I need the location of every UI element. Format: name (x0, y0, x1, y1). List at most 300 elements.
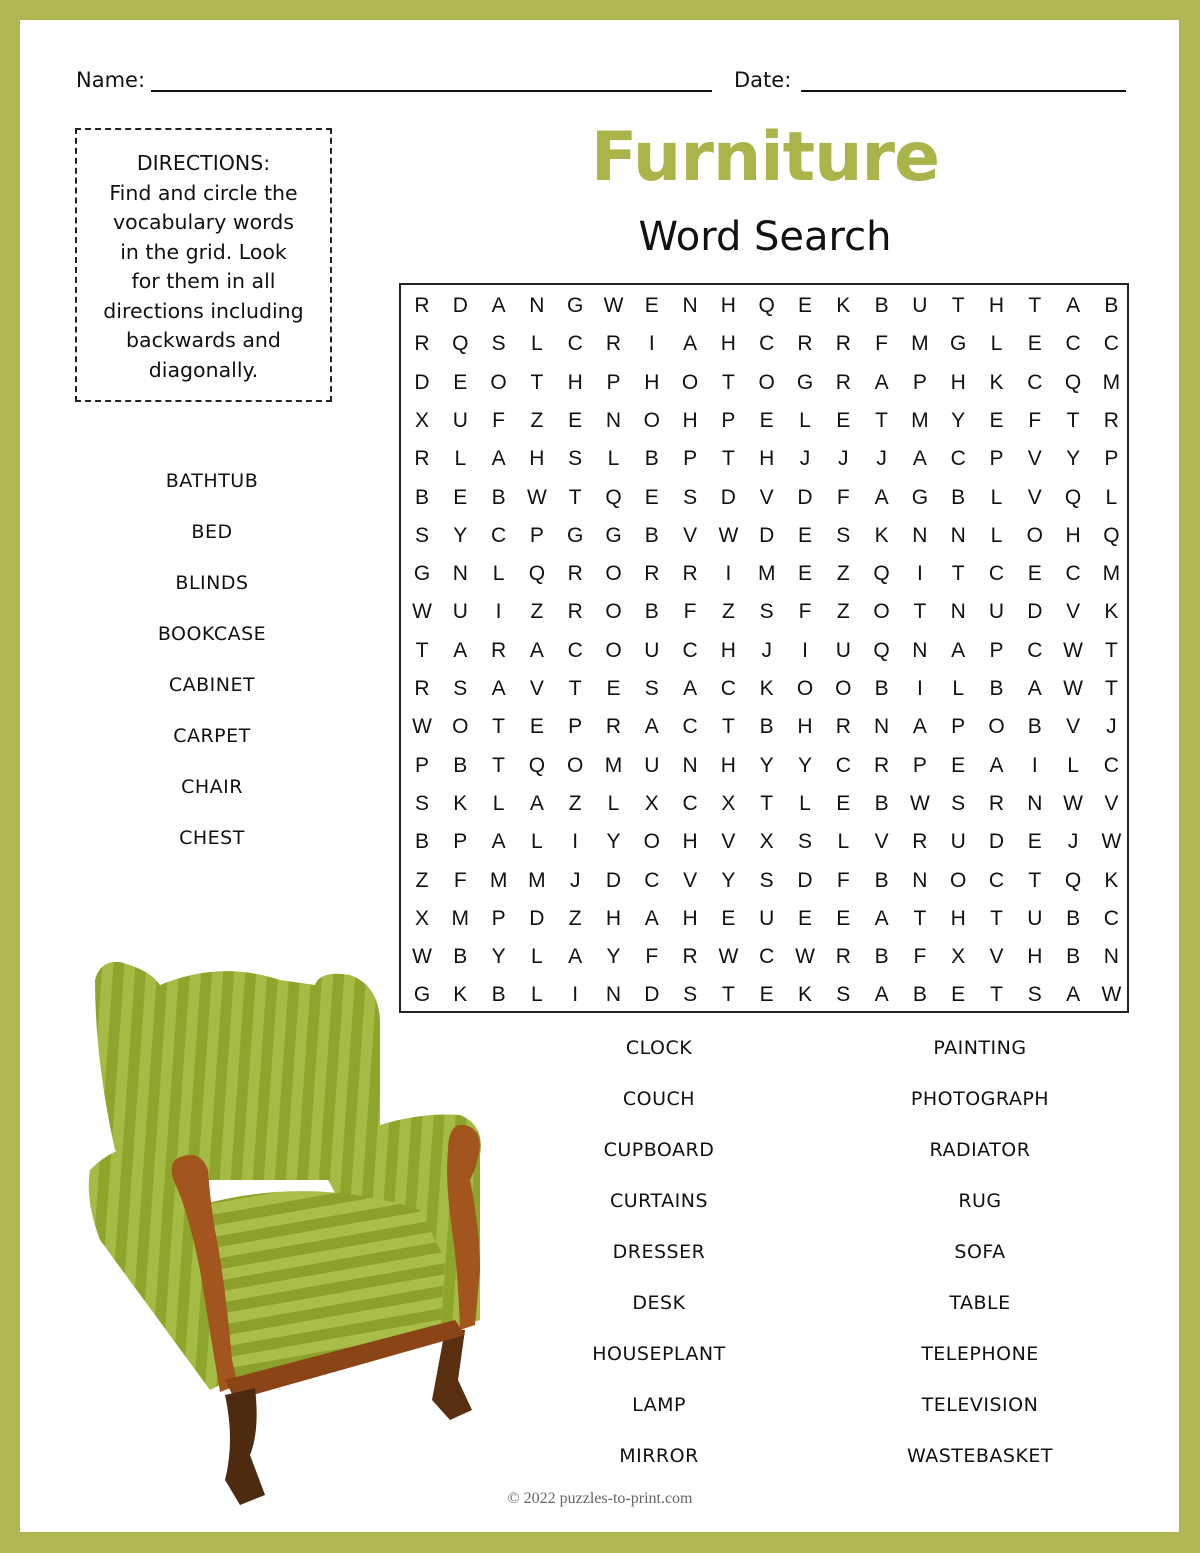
grid-cell[interactable]: H (950, 370, 966, 394)
grid-cell[interactable]: W (1063, 677, 1083, 700)
grid-cell[interactable]: P (568, 715, 583, 739)
grid-cell[interactable]: S (759, 868, 774, 892)
grid-cell[interactable]: A (1027, 677, 1042, 700)
grid-cell[interactable]: T (951, 294, 965, 317)
grid-cell[interactable]: Z (415, 868, 429, 892)
grid-cell[interactable]: O (605, 600, 622, 624)
grid-cell[interactable]: O (567, 753, 584, 777)
grid-cell[interactable]: V (1027, 485, 1042, 509)
grid-cell[interactable]: S (414, 791, 429, 815)
grid-cell[interactable]: F (836, 868, 850, 892)
grid-cell[interactable]: O (605, 562, 622, 586)
grid-cell[interactable]: L (531, 983, 543, 1007)
grid-cell[interactable]: Q (758, 294, 775, 317)
grid-cell[interactable]: B (644, 600, 659, 624)
grid-cell[interactable]: Y (721, 868, 736, 892)
grid-cell[interactable]: O (490, 370, 507, 394)
grid-cell[interactable]: K (453, 791, 468, 815)
grid-cell[interactable]: J (838, 447, 849, 471)
grid-cell[interactable]: S (836, 983, 851, 1007)
grid-cell[interactable]: E (606, 677, 621, 700)
grid-cell[interactable]: C (682, 715, 698, 739)
grid-cell[interactable]: I (495, 600, 502, 624)
grid-cell[interactable]: F (836, 485, 850, 509)
grid-cell[interactable]: R (912, 830, 928, 854)
grid-cell[interactable]: H (605, 906, 622, 930)
grid-cell[interactable]: R (605, 715, 622, 739)
grid-cell[interactable]: N (950, 523, 966, 547)
grid-cell[interactable]: O (643, 830, 660, 854)
grid-cell[interactable]: R (491, 638, 507, 662)
grid-cell[interactable]: T (721, 983, 735, 1007)
grid-cell[interactable]: L (607, 791, 620, 815)
grid-cell[interactable]: C (644, 868, 660, 892)
grid-cell[interactable]: R (835, 370, 851, 394)
grid-cell[interactable]: T (1028, 294, 1042, 317)
grid-cell[interactable]: Y (606, 830, 621, 854)
grid-cell[interactable]: V (1066, 600, 1081, 624)
grid-cell[interactable]: H (950, 906, 966, 930)
grid-cell[interactable]: W (1101, 830, 1122, 854)
grid-cell[interactable]: O (950, 868, 967, 892)
grid-cell[interactable]: Q (605, 485, 622, 509)
grid-cell[interactable]: E (836, 408, 851, 432)
grid-cell[interactable]: W (718, 523, 739, 547)
grid-cell[interactable]: C (1103, 753, 1119, 777)
grid-cell[interactable]: O (873, 600, 890, 624)
grid-cell[interactable]: Q (528, 753, 546, 777)
grid-cell[interactable]: N (874, 715, 890, 739)
grid-cell[interactable]: T (760, 791, 774, 815)
grid-cell[interactable]: J (799, 447, 811, 471)
grid-cell[interactable]: U (452, 408, 468, 432)
grid-cell[interactable]: E (951, 983, 966, 1007)
grid-cell[interactable]: E (797, 906, 812, 930)
grid-cell[interactable]: H (682, 408, 698, 432)
grid-cell[interactable]: E (721, 906, 736, 930)
grid-cell[interactable]: T (721, 715, 735, 739)
grid-cell[interactable]: C (1027, 638, 1043, 662)
grid-cell[interactable]: L (531, 830, 543, 854)
grid-cell[interactable]: L (990, 485, 1003, 509)
grid-cell[interactable]: O (452, 715, 469, 739)
grid-cell[interactable]: E (644, 485, 659, 509)
grid-cell[interactable]: N (912, 868, 928, 892)
grid-cell[interactable]: K (989, 370, 1004, 394)
grid-cell[interactable]: L (531, 945, 543, 969)
grid-cell[interactable]: H (567, 370, 583, 394)
grid-cell[interactable]: U (644, 753, 660, 777)
grid-cell[interactable]: N (950, 600, 966, 624)
grid-cell[interactable]: H (988, 294, 1005, 317)
grid-cell[interactable]: U (912, 294, 928, 317)
grid-cell[interactable]: O (796, 677, 814, 700)
grid-cell[interactable]: L (492, 791, 505, 815)
grid-cell[interactable]: K (1104, 868, 1119, 892)
grid-cell[interactable]: E (951, 753, 966, 777)
grid-cell[interactable]: B (1066, 945, 1081, 969)
grid-cell[interactable]: B (874, 294, 889, 317)
grid-cell[interactable]: Y (453, 523, 468, 547)
grid-cell[interactable]: R (835, 332, 851, 356)
grid-cell[interactable]: R (414, 447, 430, 471)
grid-cell[interactable]: N (682, 753, 698, 777)
grid-cell[interactable]: A (989, 753, 1004, 777)
grid-cell[interactable]: A (874, 485, 889, 509)
grid-cell[interactable]: M (1102, 562, 1121, 586)
grid-cell[interactable]: W (1063, 638, 1083, 662)
grid-cell[interactable]: O (605, 638, 622, 662)
grid-cell[interactable]: Z (568, 791, 582, 815)
grid-cell[interactable]: R (644, 562, 660, 586)
grid-cell[interactable]: U (835, 638, 851, 662)
grid-cell[interactable]: X (951, 945, 966, 969)
grid-cell[interactable]: G (950, 332, 967, 356)
grid-cell[interactable]: S (759, 600, 774, 624)
grid-cell[interactable]: B (874, 791, 889, 815)
grid-cell[interactable]: A (1066, 294, 1081, 317)
grid-cell[interactable]: T (568, 677, 582, 700)
grid-cell[interactable]: Z (721, 600, 735, 624)
grid-cell[interactable]: P (414, 753, 429, 777)
grid-cell[interactable]: A (912, 447, 927, 471)
grid-cell[interactable]: F (1028, 408, 1042, 432)
grid-cell[interactable]: C (1065, 332, 1081, 356)
grid-cell[interactable]: T (990, 983, 1003, 1007)
grid-cell[interactable]: G (413, 562, 431, 586)
grid-cell[interactable]: I (802, 638, 808, 662)
grid-cell[interactable]: E (797, 523, 812, 547)
grid-cell[interactable]: U (1027, 906, 1043, 930)
grid-cell[interactable]: T (492, 715, 505, 739)
grid-cell[interactable]: A (874, 370, 889, 394)
grid-cell[interactable]: H (720, 294, 736, 317)
grid-cell[interactable]: A (644, 715, 659, 739)
grid-cell[interactable]: E (836, 906, 851, 930)
grid-cell[interactable]: M (757, 562, 776, 586)
grid-cell[interactable]: X (644, 791, 659, 815)
grid-cell[interactable]: R (682, 562, 698, 586)
grid-cell[interactable]: P (606, 370, 621, 394)
grid-cell[interactable]: B (951, 485, 966, 509)
grid-cell[interactable]: C (1103, 906, 1119, 930)
grid-cell[interactable]: J (761, 638, 772, 662)
grid-cell[interactable]: G (567, 523, 584, 547)
grid-cell[interactable]: B (1066, 906, 1081, 930)
grid-cell[interactable]: G (796, 370, 814, 394)
grid-cell[interactable]: A (683, 332, 698, 356)
grid-cell[interactable]: R (567, 562, 583, 586)
grid-cell[interactable]: E (568, 408, 583, 432)
grid-cell[interactable]: C (567, 638, 583, 662)
grid-cell[interactable]: Y (797, 753, 812, 777)
grid-cell[interactable]: T (990, 906, 1003, 930)
grid-cell[interactable]: A (453, 638, 468, 662)
grid-cell[interactable]: V (1027, 447, 1042, 471)
grid-cell[interactable]: E (453, 485, 468, 509)
grid-cell[interactable]: C (988, 562, 1005, 586)
grid-cell[interactable]: Q (1064, 868, 1082, 892)
grid-cell[interactable]: C (835, 753, 851, 777)
grid-cell[interactable]: Y (951, 408, 966, 432)
name-field[interactable] (151, 90, 712, 92)
grid-cell[interactable]: E (1027, 562, 1042, 586)
grid-cell[interactable]: P (529, 523, 544, 547)
grid-cell[interactable]: R (835, 715, 851, 739)
grid-cell[interactable]: N (452, 562, 468, 586)
grid-cell[interactable]: T (1066, 408, 1080, 432)
grid-cell[interactable]: V (1104, 791, 1119, 815)
grid-cell[interactable]: D (452, 294, 468, 317)
grid-cell[interactable]: M (1102, 370, 1121, 394)
grid-cell[interactable]: E (453, 370, 468, 394)
grid-cell[interactable]: C (682, 791, 698, 815)
grid-cell[interactable]: S (644, 677, 659, 700)
grid-cell[interactable]: C (1027, 370, 1043, 394)
grid-cell[interactable]: M (489, 868, 508, 892)
grid-cell[interactable]: I (1031, 753, 1038, 777)
grid-cell[interactable]: L (1067, 753, 1079, 777)
grid-cell[interactable]: N (1027, 791, 1043, 815)
grid-cell[interactable]: T (951, 562, 965, 586)
grid-cell[interactable]: T (913, 906, 927, 930)
grid-cell[interactable]: T (721, 447, 735, 471)
grid-cell[interactable]: L (799, 791, 811, 815)
grid-cell[interactable]: D (759, 523, 775, 547)
grid-cell[interactable]: P (989, 638, 1004, 662)
grid-cell[interactable]: A (491, 677, 506, 700)
grid-cell[interactable]: N (605, 408, 622, 432)
grid-cell[interactable]: V (721, 830, 736, 854)
grid-cell[interactable]: B (874, 677, 889, 700)
grid-cell[interactable]: L (990, 523, 1003, 547)
grid-cell[interactable]: T (875, 408, 888, 432)
grid-cell[interactable]: P (453, 830, 468, 854)
grid-cell[interactable]: D (644, 983, 660, 1007)
grid-cell[interactable]: M (528, 868, 546, 892)
grid-cell[interactable]: O (758, 370, 775, 394)
grid-cell[interactable]: R (1103, 408, 1119, 432)
grid-cell[interactable]: B (912, 983, 927, 1007)
grid-cell[interactable]: R (797, 332, 813, 356)
grid-cell[interactable]: H (1027, 945, 1043, 969)
grid-cell[interactable]: D (529, 906, 545, 930)
grid-cell[interactable]: V (529, 677, 544, 700)
grid-cell[interactable]: E (836, 791, 851, 815)
grid-cell[interactable]: V (683, 523, 698, 547)
grid-cell[interactable]: V (683, 868, 698, 892)
grid-cell[interactable]: W (795, 945, 815, 969)
grid-cell[interactable]: C (682, 638, 698, 662)
grid-cell[interactable]: M (451, 906, 470, 930)
grid-cell[interactable]: L (607, 447, 620, 471)
grid-cell[interactable]: B (491, 485, 506, 509)
grid-cell[interactable]: F (492, 408, 505, 432)
grid-cell[interactable]: J (1067, 830, 1079, 854)
grid-cell[interactable]: W (412, 945, 432, 969)
grid-cell[interactable]: T (568, 485, 582, 509)
grid-cell[interactable]: H (682, 830, 698, 854)
grid-cell[interactable]: I (725, 562, 732, 586)
grid-cell[interactable]: L (990, 332, 1003, 356)
grid-cell[interactable]: B (453, 945, 468, 969)
grid-cell[interactable]: U (759, 906, 775, 930)
grid-cell[interactable]: H (720, 753, 736, 777)
grid-cell[interactable]: I (572, 830, 579, 854)
grid-cell[interactable]: B (759, 715, 774, 739)
grid-cell[interactable]: B (1027, 715, 1042, 739)
grid-cell[interactable]: S (1027, 983, 1042, 1007)
grid-cell[interactable]: V (989, 945, 1004, 969)
grid-cell[interactable]: R (414, 294, 430, 317)
grid-cell[interactable]: V (874, 830, 889, 854)
grid-cell[interactable]: E (529, 715, 544, 739)
word-search-grid[interactable] (399, 283, 1129, 1013)
grid-cell[interactable]: N (1103, 945, 1119, 969)
grid-cell[interactable]: X (721, 791, 736, 815)
grid-cell[interactable]: Y (1066, 447, 1081, 471)
grid-cell[interactable]: G (911, 485, 929, 509)
grid-cell[interactable]: U (644, 638, 660, 662)
grid-cell[interactable]: S (683, 485, 698, 509)
grid-cell[interactable]: S (453, 677, 468, 700)
grid-cell[interactable]: A (644, 906, 659, 930)
grid-cell[interactable]: W (1101, 983, 1122, 1007)
grid-cell[interactable]: B (414, 830, 429, 854)
grid-cell[interactable]: D (414, 370, 430, 394)
grid-cell[interactable]: T (1028, 868, 1042, 892)
grid-cell[interactable]: E (797, 562, 812, 586)
grid-cell[interactable]: C (759, 332, 775, 356)
grid-cell[interactable]: Z (836, 600, 850, 624)
grid-cell[interactable]: W (412, 715, 432, 739)
grid-cell[interactable]: M (911, 332, 929, 356)
grid-cell[interactable]: Q (873, 638, 890, 662)
grid-cell[interactable]: Q (873, 562, 890, 586)
grid-cell[interactable]: F (913, 945, 927, 969)
grid-cell[interactable]: H (720, 638, 736, 662)
grid-cell[interactable]: D (797, 485, 813, 509)
grid-cell[interactable]: O (988, 715, 1005, 739)
grid-cell[interactable]: D (720, 485, 736, 509)
grid-cell[interactable]: C (1065, 562, 1081, 586)
grid-cell[interactable]: T (1104, 638, 1118, 662)
grid-cell[interactable]: R (874, 753, 890, 777)
grid-cell[interactable]: B (874, 868, 889, 892)
grid-cell[interactable]: U (452, 600, 468, 624)
grid-cell[interactable]: N (682, 294, 698, 317)
grid-cell[interactable]: C (759, 945, 775, 969)
grid-cell[interactable]: W (909, 791, 930, 815)
grid-cell[interactable]: S (491, 332, 506, 356)
grid-cell[interactable]: G (605, 523, 622, 547)
grid-cell[interactable]: P (491, 906, 506, 930)
grid-cell[interactable]: J (1106, 715, 1117, 739)
grid-cell[interactable]: B (453, 753, 468, 777)
grid-cell[interactable]: R (567, 600, 583, 624)
grid-cell[interactable]: W (1063, 791, 1083, 815)
grid-cell[interactable]: P (989, 447, 1004, 471)
grid-cell[interactable]: A (874, 906, 889, 930)
grid-cell[interactable]: W (603, 294, 624, 317)
grid-cell[interactable]: A (683, 677, 698, 700)
grid-cell[interactable]: B (874, 945, 889, 969)
grid-cell[interactable]: K (874, 523, 889, 547)
grid-cell[interactable]: D (1027, 600, 1043, 624)
grid-cell[interactable]: B (1104, 294, 1119, 317)
grid-cell[interactable]: Y (759, 753, 774, 777)
grid-cell[interactable]: A (951, 638, 966, 662)
grid-cell[interactable]: T (913, 600, 927, 624)
grid-cell[interactable]: U (950, 830, 966, 854)
grid-cell[interactable]: R (414, 332, 430, 356)
grid-cell[interactable]: A (874, 983, 889, 1007)
grid-cell[interactable]: L (1105, 485, 1118, 509)
grid-cell[interactable]: L (799, 408, 811, 432)
grid-cell[interactable]: U (988, 600, 1005, 624)
grid-cell[interactable]: X (414, 408, 429, 432)
grid-cell[interactable]: A (912, 715, 927, 739)
grid-cell[interactable]: Z (568, 906, 582, 930)
grid-cell[interactable]: R (605, 332, 622, 356)
grid-cell[interactable]: T (415, 638, 429, 662)
grid-cell[interactable]: N (912, 523, 928, 547)
grid-cell[interactable]: M (911, 408, 929, 432)
grid-cell[interactable]: A (1066, 983, 1081, 1007)
grid-cell[interactable]: H (1065, 523, 1081, 547)
grid-cell[interactable]: E (1027, 830, 1042, 854)
grid-cell[interactable]: Q (1064, 485, 1082, 509)
grid-cell[interactable]: B (414, 485, 429, 509)
grid-cell[interactable]: G (413, 983, 431, 1007)
grid-cell[interactable]: K (453, 983, 468, 1007)
grid-cell[interactable]: M (604, 753, 623, 777)
grid-cell[interactable]: O (681, 370, 699, 394)
grid-cell[interactable]: T (721, 370, 735, 394)
grid-cell[interactable]: I (648, 332, 655, 356)
grid-cell[interactable]: W (718, 945, 739, 969)
grid-cell[interactable]: H (682, 906, 698, 930)
grid-cell[interactable]: G (567, 294, 584, 317)
grid-cell[interactable]: D (988, 830, 1005, 854)
grid-cell[interactable]: T (492, 753, 505, 777)
grid-cell[interactable]: Q (452, 332, 469, 356)
grid-cell[interactable]: P (912, 753, 927, 777)
grid-cell[interactable]: J (569, 868, 581, 892)
grid-cell[interactable]: A (491, 447, 506, 471)
grid-cell[interactable]: W (526, 485, 547, 509)
grid-cell[interactable]: R (988, 791, 1005, 815)
grid-cell[interactable]: P (912, 370, 927, 394)
grid-cell[interactable]: E (759, 983, 774, 1007)
grid-cell[interactable]: V (759, 485, 774, 509)
grid-cell[interactable]: N (912, 638, 928, 662)
grid-cell[interactable]: J (876, 447, 887, 471)
grid-cell[interactable]: O (835, 677, 852, 700)
grid-cell[interactable]: N (529, 294, 545, 317)
grid-cell[interactable]: O (643, 408, 660, 432)
grid-cell[interactable]: F (645, 945, 659, 969)
grid-cell[interactable]: A (491, 830, 506, 854)
grid-cell[interactable]: Q (1064, 370, 1082, 394)
grid-cell[interactable]: L (492, 562, 505, 586)
grid-cell[interactable]: A (568, 945, 583, 969)
grid-cell[interactable]: H (797, 715, 813, 739)
grid-cell[interactable]: R (414, 677, 430, 700)
grid-cell[interactable]: E (1027, 332, 1042, 356)
grid-cell[interactable]: K (759, 677, 774, 700)
grid-cell[interactable]: X (414, 906, 429, 930)
